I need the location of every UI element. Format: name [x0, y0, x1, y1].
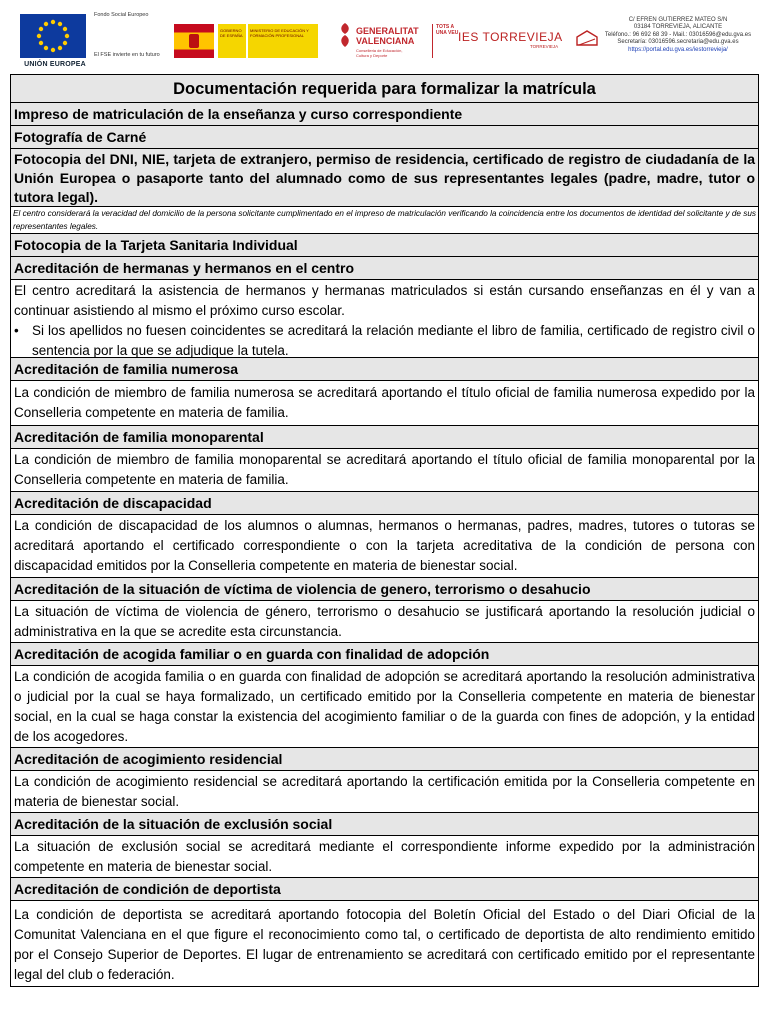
section-heading: Acreditación de discapacidad: [11, 492, 758, 515]
ministry-logo: [172, 24, 318, 58]
section-heading: Acreditación de hermanas y hermanos en el centro: [11, 257, 758, 280]
eu-logo: [18, 8, 168, 70]
section-body: La situación de víctima de violencia de género, terrorismo o desahucio se justificará aportando la resolución judicial o administrativa en la que se acredite esta circunstancia.: [11, 601, 758, 643]
ies-subname: TORREVIEJA: [530, 44, 559, 49]
section-heading: Acreditación de la situación de exclusión social: [11, 813, 758, 836]
school-building-icon: [576, 30, 598, 46]
generalitat-mark-icon: [338, 22, 352, 48]
contact-url-link[interactable]: https://portal.edu.gva.es/iestorrevieja/: [628, 46, 728, 53]
ministry-gov-text: GOBIERNO DE ESPAÑA: [220, 28, 243, 38]
section-heading: Fotocopia de la Tarjeta Sanitaria Individual: [11, 234, 758, 257]
section-body: La situación de exclusión social se acreditará mediante el correspondiente informe expedido por la administración competente en materia de bienestar social.: [11, 836, 758, 878]
page-header: [0, 0, 768, 72]
spain-shield-icon: [174, 24, 214, 58]
section-body: [11, 280, 758, 358]
bullet-text: Si los apellidos no fuesen coincidentes se acreditará la relación mediante el libro de familia, certificado de registro civil o sentencia por la que se adjudique la tutela.: [32, 323, 755, 358]
section-body: La condición de acogida familia o en guarda con finalidad de adopción se acreditará aportando la resolución administrativa o judicial por la cual se haya formalizado, un certificado emitido por la Conselleria competente en materia de bienestar social, en la cual se haga constar la existencia del acogimiento familiar o de la guarda con fines de adopción, y la entidad de los acogedores.: [11, 666, 758, 748]
section-heading: Acreditación de la situación de víctima de violencia de genero, terrorismo o desahucio: [11, 578, 758, 601]
generalitat-logo: [338, 20, 463, 66]
section-body: La condición de miembro de familia numerosa se acreditará aportando el título oficial de familia numerosa expedido por la Conselleria competente en materia de familia.: [11, 381, 758, 426]
contact-city: 03184 TORREVIEJA, ALICANTE: [633, 24, 723, 31]
section-heading: Acreditación de familia numerosa: [11, 358, 758, 381]
requirements-table: [10, 74, 759, 987]
section-body: La condición de acogimiento residencial se acreditará aportando la certificación emitida por la Conselleria competente en materia de bienestar social.: [11, 771, 758, 813]
section-body: La condición de discapacidad de los alumnos o alumnas, hermanos o hermanas, padres, madres, tutores o tutoras se acreditará aportando el certificado correspondiente o con la tarjeta acreditativa de la condición de persona con discapacidad emitidos por la Conselleria competente en materia de bienestar social.: [11, 515, 758, 578]
section-note: El centro considerará la veracidad del domicilio de la persona solicitante cumplimentado en el impreso de matriculación verificando la coincidencia entre los documentos de identidad del solicitante y de sus representantes legales.: [11, 207, 758, 234]
section-heading: Fotografía de Carné: [11, 126, 758, 149]
eu-label: UNIÓN EUROPEA: [24, 61, 86, 68]
section-heading: Impreso de matriculación de la enseñanza y curso correspondiente: [11, 103, 758, 126]
bullet-mark: •: [14, 323, 19, 338]
section-paragraph: El centro acreditará la asistencia de hermanos y hermanas matriculados si están cursando enseñanzas en él y van a continuar asistiendo al mismo el próximo curso escolar.: [14, 283, 755, 318]
section-body: La condición de deportista se acreditará aportando fotocopia del Boletín Oficial del Estado o del Diari Oficial de la Comunitat Valenciana en el que figure el reconocimiento como tal, o certificado de deportista de alto rendimiento emitido por el Consejo Superior de Deportes. El lugar de entrenamiento se acreditará con certificado emitido por el representante legal del club o federación.: [11, 901, 758, 987]
page-title: Documentación requerida para formalizar la matrícula: [11, 75, 758, 103]
bullet-item: [14, 321, 755, 358]
section-heading: Fotocopia del DNI, NIE, tarjeta de extranjero, permiso de residencia, certificado de registro de ciudadanía de la Unión Europea o pasaporte tanto del alumnado como de sus representantes legales (padre, madre, tutor o tutora legal).: [11, 149, 758, 207]
gva-department: Conselleria de Educación, Cultura y Deporte: [356, 48, 403, 58]
section-heading: Acreditación de familia monoparental: [11, 426, 758, 449]
section-heading: Acreditación de acogimiento residencial: [11, 748, 758, 771]
section-heading: Acreditación de condición de deportista: [11, 878, 758, 901]
contact-phone: Teléfono.: 96 692 68 39 - Mail.: 03016596@edu.gva.es: [604, 31, 752, 38]
contact-info: [596, 17, 760, 54]
contact-secretary: Secretaría: 03016596.secretaria@edu.gva.es: [617, 39, 739, 46]
ies-logo: [458, 30, 600, 52]
gva-slogan: TOTS A UNA VEU: [436, 24, 459, 36]
eu-flag-icon: [20, 14, 86, 58]
fse-subtitle: El FSE invierte en tu futuro: [94, 52, 160, 58]
ies-name: IES TORREVIEJA: [458, 30, 563, 44]
section-heading: Acreditación de acogida familiar o en guarda con finalidad de adopción: [11, 643, 758, 666]
section-body: La condición de miembro de familia monoparental se acreditará aportando el título oficial de familia monoparental por la Conselleria competente en materia de familia.: [11, 449, 758, 492]
contact-address: C/ EFREN GUTIERREZ MATEO S/N: [628, 17, 728, 23]
gva-line1: GENERALITAT: [356, 26, 419, 36]
gva-line2: VALENCIANA: [356, 36, 415, 46]
ministry-name: MINISTERIO DE EDUCACIÓN Y FORMACIÓN PROFESIONAL: [250, 28, 309, 38]
fse-title: Fondo Social Europeo: [94, 12, 149, 18]
